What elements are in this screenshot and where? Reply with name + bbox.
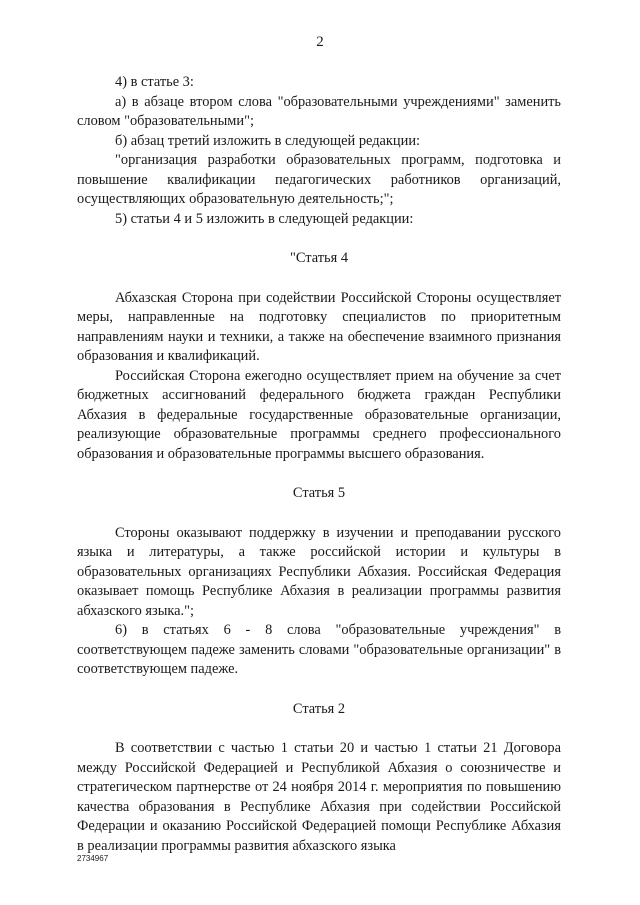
article4-heading: "Статья 4: [289, 250, 349, 266]
paragraph-item-b: б) абзац третий изложить в следующей редакции:: [115, 132, 421, 149]
page-number: 2: [316, 34, 324, 50]
article4-paragraph-2: Российская Сторона ежегодно осуществляет прием на обучение за счет бюджетных ассигнований федерального бюджета граждан Республики Абхазия в федеральные государственные образовательные организации, реализующие образовательные программы среднего профессионального образования и образовательные программы высшего образования.: [77, 367, 561, 462]
paragraph-quoted-text: "организация разработки образовательных программ, подготовка и повышение квалификации педагогических работников организаций, осуществляющих образовательную деятельность;";: [77, 152, 561, 207]
paragraph-item-a: а) в абзаце втором слова "образовательными учреждениями" заменить словом "образовательными";: [77, 93, 561, 129]
paragraph-article3-intro: 4) в статье 3:: [115, 74, 194, 90]
document-code: 2734967: [77, 854, 109, 863]
article2-paragraph-1: В соответствии с частью 1 статьи 20 и частью 1 статьи 21 Договора между Российской Федерацией и Республикой Абхазия о союзничестве и стратегическом партнерстве от 24 ноября 2014 г. мероприятия по повышению качества образования в Республике Абхазия при содействии Российской Федерации и оказанию Российской Федерацией помощи Республике Абхазия в реализации программы развития абхазского языка: [77, 740, 561, 854]
document-body: [77, 73, 561, 856]
article5-heading: Статья 5: [292, 485, 346, 501]
article2-heading: Статья 2: [292, 700, 346, 717]
article5-paragraph-2: 6) в статьях 6 - 8 слова "образовательные учреждения" в соответствующем падеже заменить словами "образовательные организации" в соответствующем падеже.: [77, 622, 561, 677]
article5-paragraph-1: Стороны оказывают поддержку в изучении и преподавании русского языка и литературы, а также российской истории и культуры в образовательных организациях Республики Абхазия. Российская Федерация оказывает помощь Республике Абхазия в реализации программы развития абхазского языка.";: [77, 524, 561, 619]
paragraph-item-5: 5) статьи 4 и 5 изложить в следующей редакции:: [115, 210, 414, 227]
article4-paragraph-1: Абхазская Сторона при содействии Российской Стороны осуществляет меры, направленные на подготовку специалистов по приоритетным направлениям науки и техники, а также на обеспечение взаимного признания образования и квалификаций.: [77, 289, 561, 364]
